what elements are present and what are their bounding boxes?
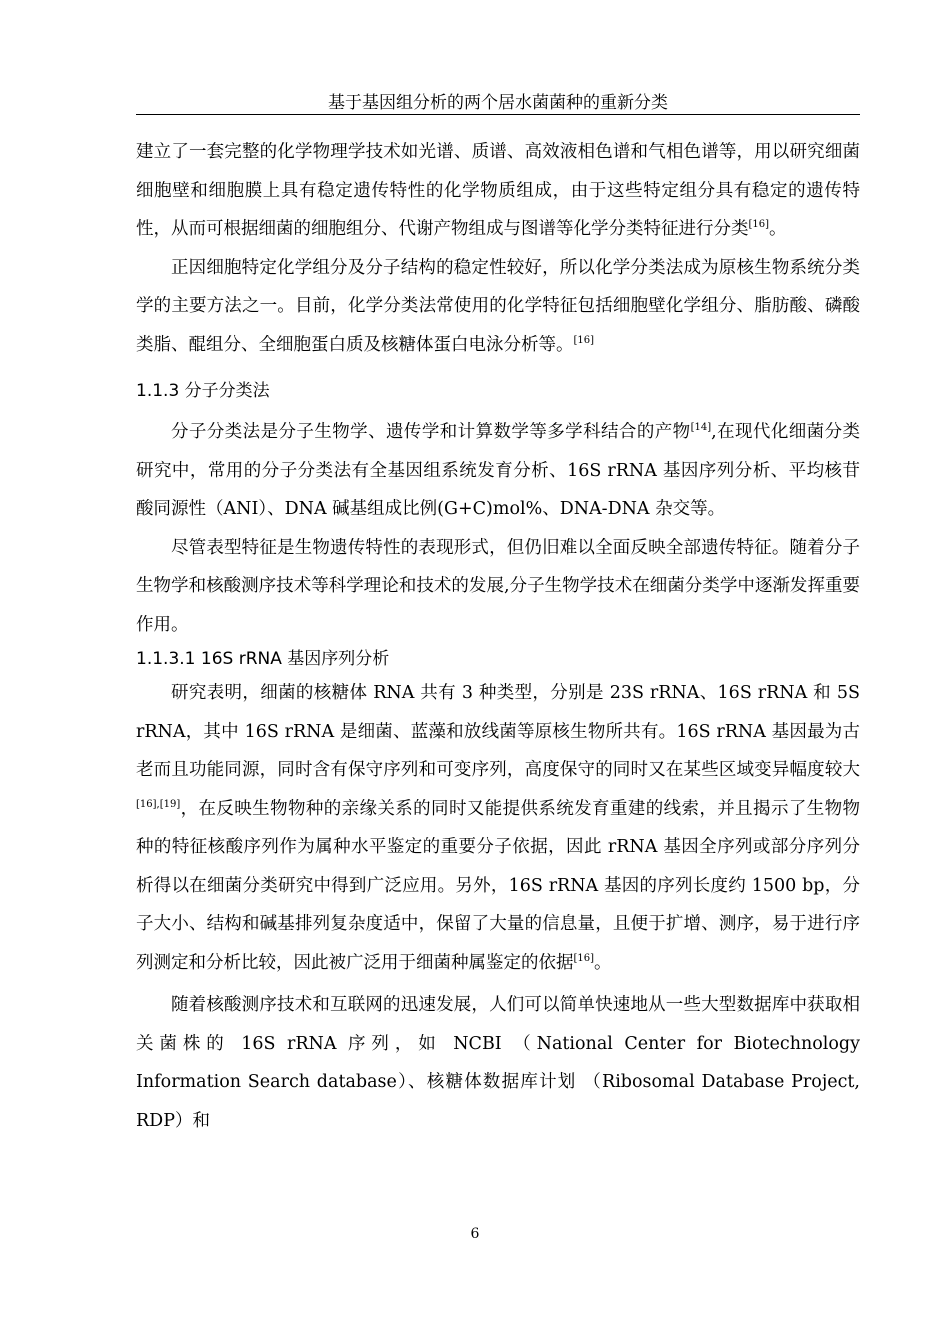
paragraph-databases: 随着核酸测序技术和互联网的迅速发展，人们可以简单快速地从一些大型数据库中获取相关菌株的 16S rRNA 序列，如 NCBI （National Center for Biotechnology Information Search database）、核糖体数据库计划 （Ribosomal Database Project, RDP）和 [136, 995, 860, 1131]
paragraph-text: 分子分类法是分子生物学、遗传学和计算数学等多学科结合的产物 [171, 422, 691, 442]
page-body [136, 133, 860, 1140]
paragraph-text: 建立了一套完整的化学物理学技术如光谱、质谱、高效液相色谱和气相色谱等，用以研究细菌细胞壁和细胞膜上具有稳定遗传特性的化学物质组成，由于这些特定组分具有稳定的遗传特性，从而可根据细菌的细胞组分、代谢产物组成与图谱等化学分类特征进行分类 [136, 142, 860, 239]
citation: [16] [573, 334, 595, 346]
paragraph-phenotype: 尽管表型特征是生物遗传特性的表现形式，但仍旧难以全面反映全部遗传特征。随着分子生物学和核酸测序技术等科学理论和技术的发展,分子生物学技术在细菌分类学中逐渐发挥重要作用。 [136, 537, 860, 635]
paragraph-molecular-classification [136, 413, 860, 529]
section-heading-1-1-3-1: 1.1.3.1 16S rRNA 基因序列分析 [136, 649, 390, 669]
citation: [14] [690, 422, 712, 434]
section-heading-1-1-3: 1.1.3 分子分类法 [136, 381, 270, 401]
paragraph-end: 。 [769, 219, 787, 239]
paragraph-end: 。 [594, 952, 612, 973]
paragraph-text: 研究表明，细菌的核糖体 RNA 共有 3 种类型，分别是 23S rRNA、16S rRNA 和 5S rRNA，其中 16S rRNA 是细菌、蓝藻和放线菌等原核生物所共有。16S rRNA 基因最为古老而且功能同源，同时含有保守序列和可变序列，高度保守的同时又在某些区域变异幅度较大 [136, 683, 860, 780]
page-number: 6 [470, 1226, 480, 1242]
citation: [16] [573, 952, 595, 964]
paragraph-16s-rrna [136, 674, 860, 982]
running-header: 基于基因组分析的两个居水菌菌种的重新分类 [328, 93, 668, 113]
paragraph-chemical-classification [136, 249, 860, 365]
paragraph-text: ，在反映生物物种的亲缘关系的同时又能提供系统发育重建的线索，并且揭示了生物物种的特征核酸序列作为属种水平鉴定的重要分子依据，因此 rRNA 基因全序列或部分序列分析得以在细菌分类研究中得到广泛应用。另外，16S rRNA 基因的序列长度约 1500 bp，分子大小、结构和碱基排列复杂度适中，保留了大量的信息量，且便于扩增、测序，易于进行序列测定和分析比较，因此被广泛用于细菌种属鉴定的依据 [136, 798, 860, 973]
header-rule [136, 114, 860, 115]
paragraph-text: ,在现代化细菌分类研究中，常用的分子分类法有全基因组系统发育分析、16S rRNA 基因序列分析、平均核苷酸同源性（ANI）、DNA 碱基组成比例(G+C)mol%、DNA-DNA 杂交等。 [136, 422, 861, 519]
paragraph-chemical-methods [136, 133, 860, 249]
paragraph-text: 正因细胞特定化学组分及分子结构的稳定性较好，所以化学分类法成为原核生物系统分类学的主要方法之一。目前，化学分类法常使用的化学特征包括细胞壁化学组分、脂肪酸、磷酸类脂、醌组分、全细胞蛋白质及核糖体蛋白电泳分析等。 [136, 257, 860, 355]
citation: [16] [748, 219, 770, 231]
citation: [16],[19] [136, 798, 181, 810]
